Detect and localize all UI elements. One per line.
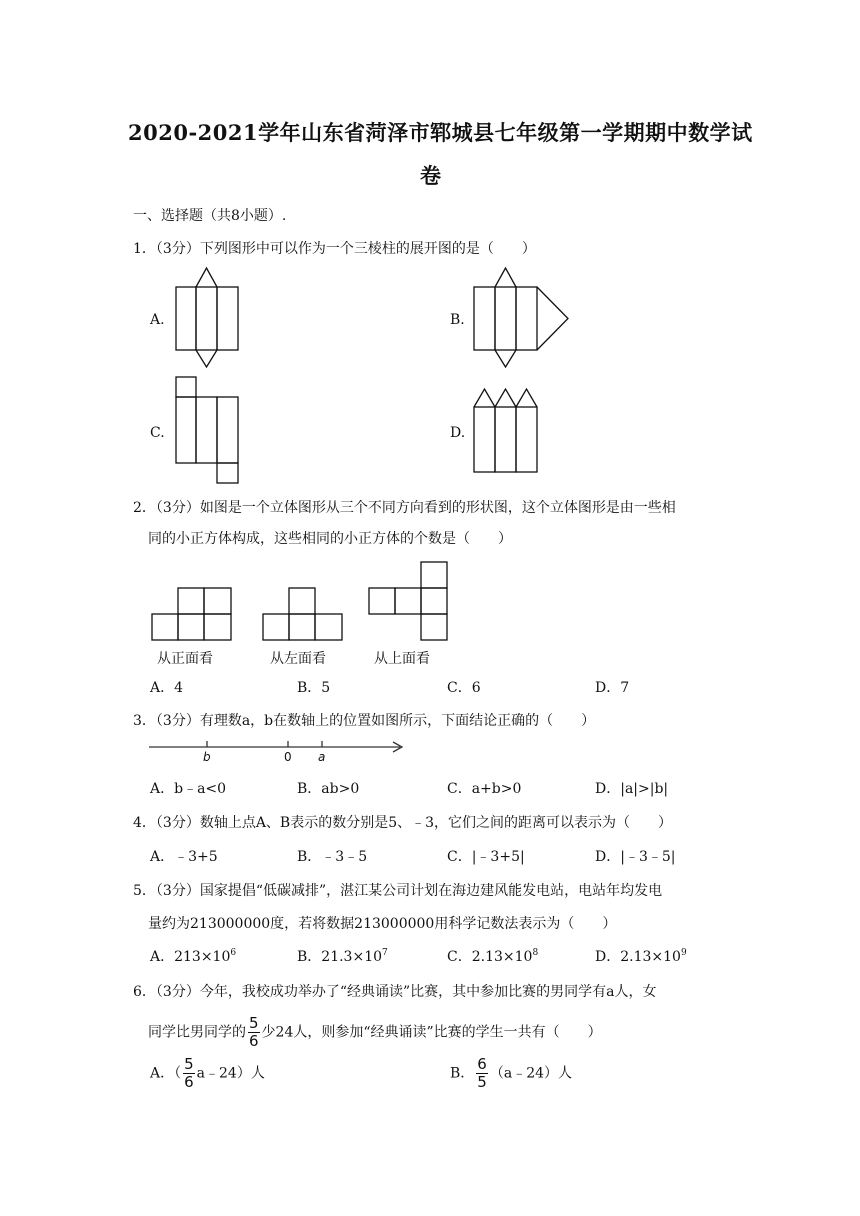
q1-option-c-label: C. bbox=[150, 425, 165, 441]
q5-option-b: B．$21.3\times 10^7$ bbox=[297, 948, 388, 965]
q6-option-a-fraction: $\frac{5}{6}$ bbox=[184, 1055, 194, 1091]
q5-option-a: A．$213\times 10^6$ bbox=[150, 948, 237, 965]
q2-top-view-caption: 从上面看 bbox=[374, 651, 430, 667]
question-5-stem-line1: 5．（3分）国家提倡“低碳减排”，湛江某公司计划在海边建风能发电站，电站年均发电 bbox=[133, 883, 663, 899]
q1-option-b-label: B. bbox=[450, 312, 465, 328]
question-2-stem-line2: 同的小正方体构成，这些相同的小正方体的个数是（ ） bbox=[148, 531, 512, 547]
question-1-stem: 1．（3分）下列图形中可以作为一个三棱柱的展开图的是（ ） bbox=[133, 241, 536, 257]
q1-figure-c bbox=[176, 377, 238, 483]
q3-option-c: C．a+b>0 bbox=[447, 781, 522, 797]
q6-option-b-fraction: $\frac{6}{5}$ bbox=[477, 1055, 487, 1091]
q2-front-view bbox=[152, 588, 231, 640]
q5-option-d: D．$2.13\times 10^9$ bbox=[595, 948, 687, 965]
q2-front-view-caption: 从正面看 bbox=[157, 651, 213, 667]
q1-figure-b bbox=[474, 268, 568, 367]
q2-top-view bbox=[369, 562, 447, 640]
q2-left-view-caption: 从左面看 bbox=[270, 651, 326, 667]
q2-option-c: C．6 bbox=[447, 680, 481, 696]
question-4-stem: 4．（3分）数轴上点A、B表示的数分别是5、﹣3，它们之间的距离可以表示为（ ） bbox=[133, 815, 673, 831]
question-3-stem: 3．（3分）有理数a，b在数轴上的位置如图所示，下面结论正确的（ ） bbox=[133, 713, 596, 729]
q6-option-b: B． $\frac{6}{5}$ （a﹣24）人 bbox=[450, 1055, 573, 1091]
q1-figure-a bbox=[176, 268, 238, 367]
q2-left-view bbox=[263, 588, 342, 640]
page-title-continued: 卷 bbox=[420, 163, 442, 188]
q3-option-d: D．|a|>|b| bbox=[595, 781, 669, 797]
q1-figure-d bbox=[474, 389, 537, 472]
question-5-stem-line2: 量约为213000000度，若将数据213000000用科学记数法表示为（ ） bbox=[148, 916, 617, 932]
q3-axis-label-a: a bbox=[318, 750, 326, 764]
q3-number-line bbox=[149, 741, 402, 752]
question-2-stem-line1: 2．（3分）如图是一个立体图形从三个不同方向看到的形状图，这个立体图形是由一些相 bbox=[133, 500, 676, 516]
q4-option-a: A．﹣3+5 bbox=[150, 849, 218, 865]
q6-option-a: A．（ $\frac{5}{6}$ a﹣24）人 bbox=[150, 1055, 265, 1091]
q3-axis-label-b: b bbox=[203, 750, 211, 764]
q1-option-d-label: D. bbox=[450, 425, 466, 441]
section-heading: 一、选择题（共8小题）. bbox=[133, 208, 287, 224]
q5-option-c: C．$2.13\times 10^8$ bbox=[447, 948, 539, 965]
q4-option-d: D．|﹣3﹣5| bbox=[595, 849, 676, 865]
q2-option-a: A．4 bbox=[150, 680, 184, 696]
q3-option-b: B．ab>0 bbox=[297, 781, 360, 797]
q1-option-a-label: A. bbox=[150, 312, 165, 328]
q2-option-d: D．7 bbox=[595, 680, 630, 696]
q3-option-a: A．b﹣a<0 bbox=[150, 781, 227, 797]
question-6-stem-line1: 6．（3分）今年，我校成功举办了“经典诵读”比赛，其中参加比赛的男同学有a人，女 bbox=[133, 984, 657, 1000]
q6-fraction-five-sixths: $\frac{5}{6}$ bbox=[249, 1014, 259, 1050]
q3-axis-label-zero: 0 bbox=[284, 750, 292, 764]
q4-option-c: C．|﹣3+5| bbox=[447, 849, 525, 865]
question-6-stem-line2: 同学比男同学的 $\frac{5}{6}$ 少24人，则参加“经典诵读”比赛的学生一共有（ ） bbox=[148, 1014, 602, 1050]
page-title: 2020-2021学年山东省菏泽市郓城县七年级第一学期期中数学试 bbox=[128, 120, 753, 145]
q4-option-b: B．﹣3﹣5 bbox=[297, 849, 368, 865]
q2-option-b: B．5 bbox=[297, 680, 331, 696]
